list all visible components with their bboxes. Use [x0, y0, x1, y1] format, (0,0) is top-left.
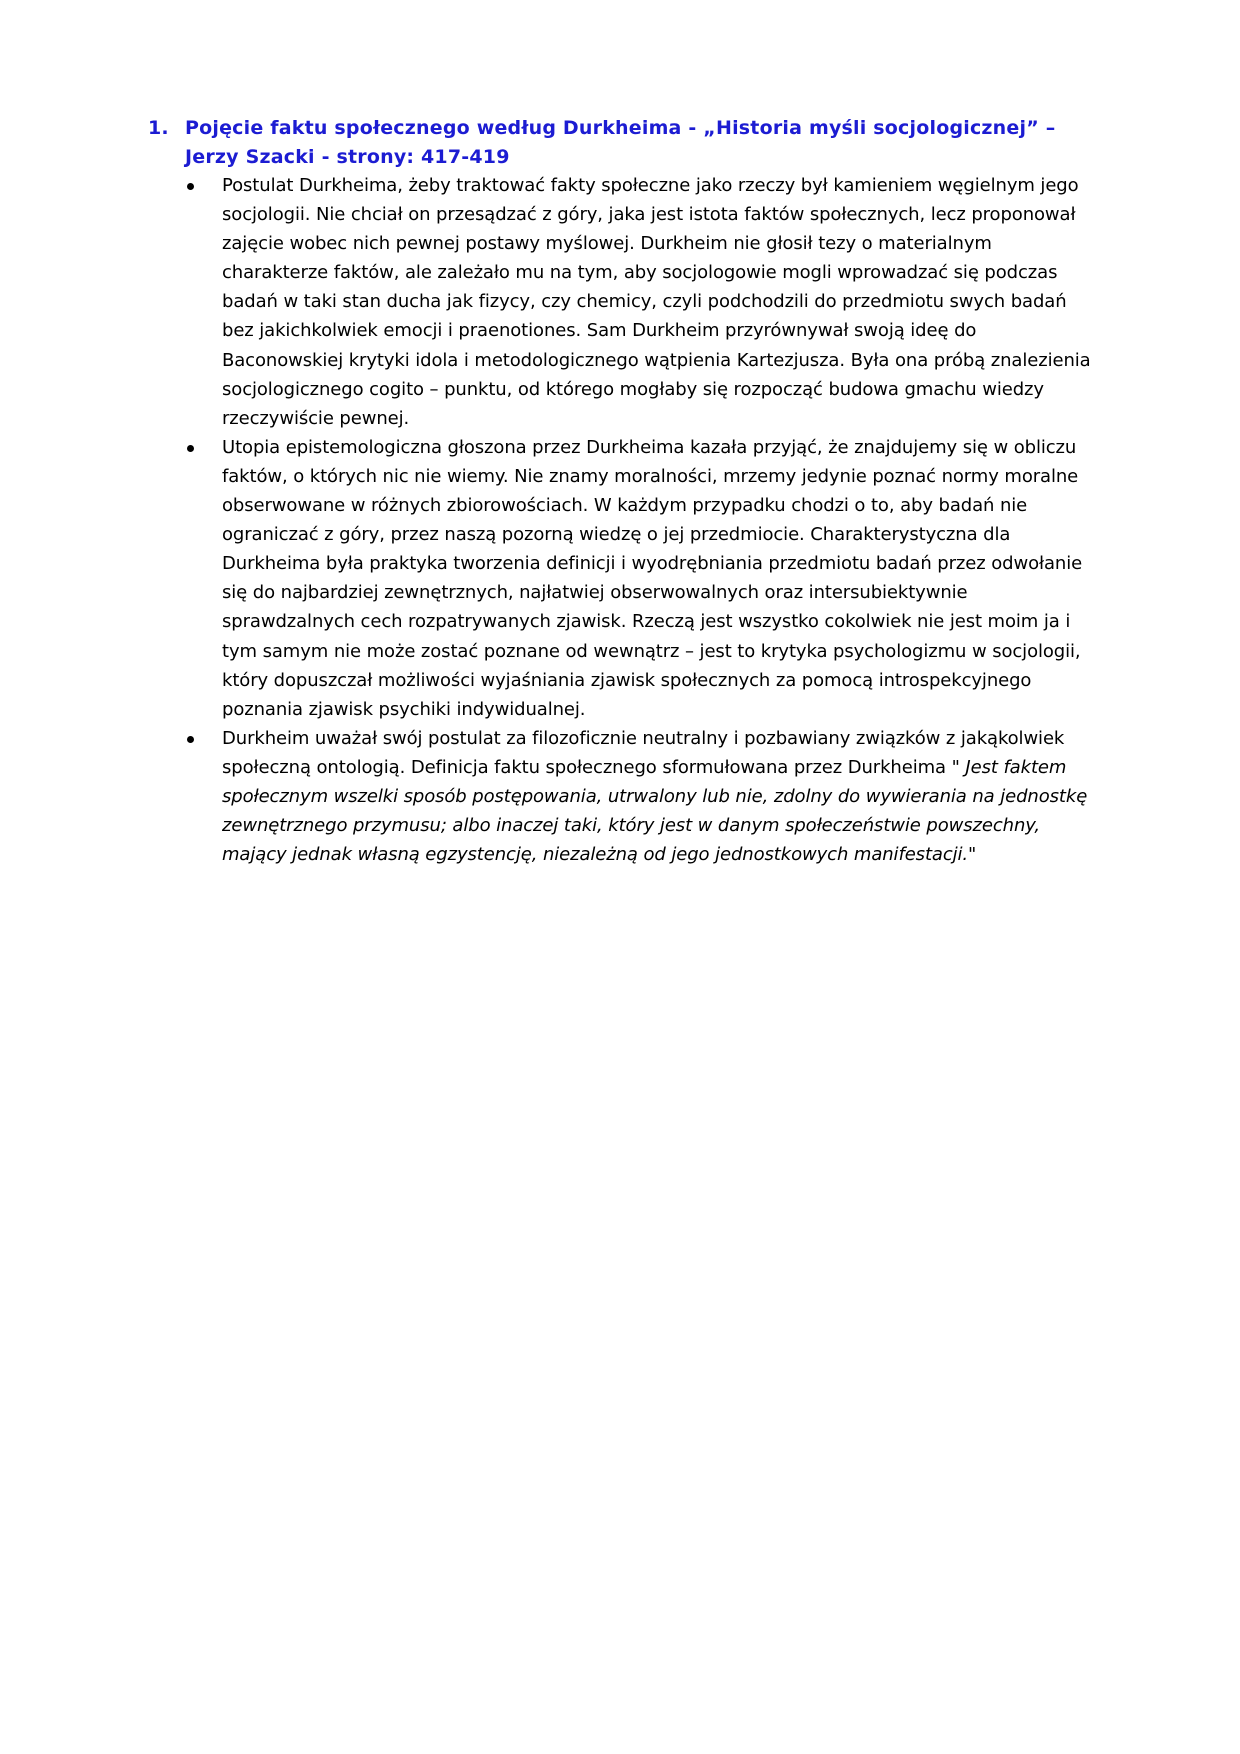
heading-text: Pojęcie faktu społecznego według Durkheima - „Historia myśli socjologicznej” – Jerzy Szacki - strony: 417-419 [185, 117, 1056, 168]
bullet-item [184, 433, 1094, 724]
heading-number: 1. [148, 117, 169, 139]
bullet-dot-icon [187, 183, 194, 190]
bullet-dot-icon [187, 445, 194, 452]
bullet-dot-icon [187, 736, 194, 743]
bullet-item [184, 724, 1094, 869]
bullet-item [184, 171, 1094, 433]
definition-quote: " Jest faktem społecznym wszelki sposób postępowania, utrwalony lub nie, zdolny do wywierania na jednostkę zewnętrznego przymusu; albo inaczej taki, który jest w danym społeczeństwie powszechny, mający jednak własną egzystencję, niezależną od jego jednostkowych manifestacji." [222, 756, 1088, 866]
bullet-text: Utopia epistemologiczna głoszona przez Durkheima kazała przyjąć, że znajdujemy się w obliczu faktów, o których nic nie wiemy. Nie znamy moralności, mrzemy jedynie poznać normy moralne obserwowane w różnych zbiorowościach. W każdym przypadku chodzi o to, aby badań nie ograniczać z góry, przez naszą pozorną wiedzę o jej przedmiocie. Charakterystyczna dla Durkheima była praktyka tworzenia definicji i wyodrębniania przedmiotu badań przez odwołanie się do najbardziej zewnętrznych, najłatwiej obserwowalnych oraz intersubiektywnie sprawdzalnych cech rozpatrywanych zjawisk. Rzeczą jest wszystko cokolwiek nie jest moim ja i tym samym nie może zostać poznane od wewnątrz – jest to krytyka psychologizmu w socjologii, który dopuszczał możliwości wyjaśniania zjawisk społecznych za pomocą introspekcyjnego poznania zjawisk psychiki indywidualnej. [222, 436, 1083, 720]
section-heading [148, 114, 1088, 172]
bullet-text: Postulat Durkheima, żeby traktować fakty społeczne jako rzeczy był kamieniem węgielnym jego socjologii. Nie chciał on przesądzać z góry, jaka jest istota faktów społecznych, lecz proponował zajęcie wobec nich pewnej postawy myślowej. Durkheim nie głosił tezy o materialnym charakterze faktów, ale zależało mu na tym, aby socjologowie mogli wprowadzać się podczas badań w taki stan ducha jak fizycy, czy chemicy, czyli podchodzili do przedmiotu swych badań bez jakichkolwiek emocji i praenotiones. Sam Durkheim przyrównywał swoją ideę do Baconowskiej krytyki idola i metodologicznego wątpienia Kartezjusza. Była ona próbą znalezienia socjologicznego cogito – punktu, od którego mogłaby się rozpocząć budowa gmachu wiedzy rzeczywiście pewnej. [222, 175, 1091, 429]
bullet-list [184, 171, 1094, 869]
bullet-text: Durkheim uważał swój postulat za filozoficznie neutralny i pozbawiany związków z jakąkolwiek społeczną ontologią. Definicja faktu społecznego sformułowana przez Durkheima [222, 727, 1065, 778]
